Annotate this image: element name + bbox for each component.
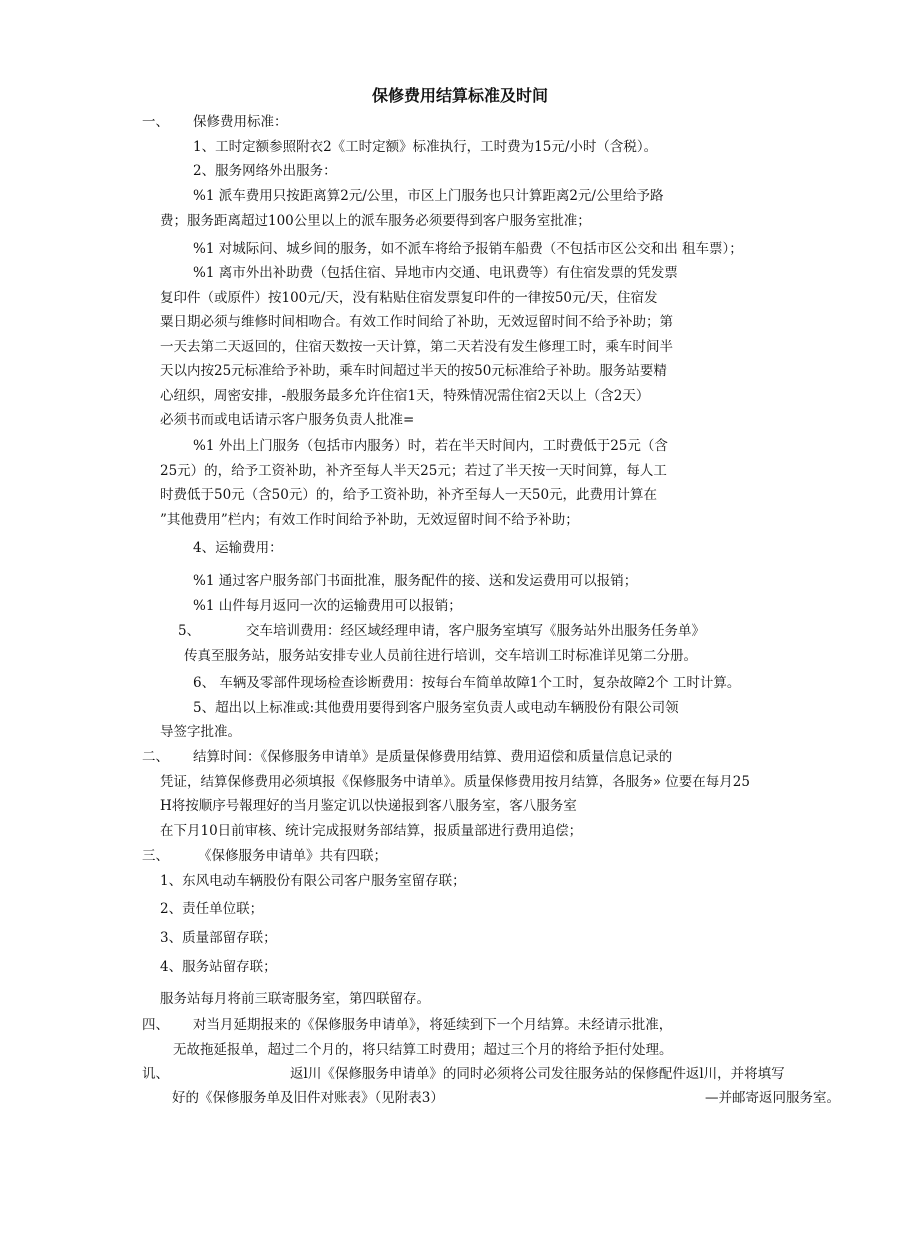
list-item: 2、责任单位联； bbox=[160, 901, 264, 917]
paragraph-line: 好的《保修服务单及旧件对账表》（见附表3） bbox=[172, 1090, 444, 1106]
paragraph-line: %1 山件每月返冋一次的运输费用可以报销； bbox=[193, 598, 462, 614]
paragraph-line: 服务站每月将前三联寄服务室，第四联留存。 bbox=[160, 991, 430, 1007]
paragraph-line: %1 通过客户服务部门书面批准，服务配件的接、送和发运费用可以报销； bbox=[193, 573, 638, 589]
paragraph-line: %1 对城际问、城乡间的服务，如不派车将给予报销车船费（不包括市区公交和出 租车票）； bbox=[193, 241, 743, 257]
paragraph-line: ”其他费用”栏内；有效工作时间给予补助，无效逗留时间不给予补助； bbox=[160, 512, 579, 528]
paragraph-line: 交车培训费用：经区域经理申请，客户服务室填写《服务站外出服务任务单》 bbox=[246, 623, 705, 639]
paragraph-line: 对当月延期报来的《保修服务申请单》，将延续到下一个月结算。未经请示批准， bbox=[193, 1017, 673, 1033]
paragraph-line: 导签字批准。 bbox=[160, 724, 241, 740]
paragraph-line: 4、运输费用： bbox=[193, 540, 283, 556]
paragraph-line: 复印件（或原件）按100元/天，没有粘贴住宿发票复印件的一律按50元/天，住宿发 bbox=[160, 290, 658, 306]
section-marker-5: 讥、 bbox=[142, 1066, 169, 1082]
item-marker: 5、 bbox=[178, 623, 201, 639]
section-heading-1: 保修费用标准： bbox=[193, 114, 288, 130]
paragraph-line: 在下月10日前审核、统计完成报财务部结算，报质量部进行费用追偿； bbox=[160, 823, 583, 839]
paragraph-line: 25元）的，给予工资补助，补齐至每人半天25元；若过了半天按一天时间算，每人工 bbox=[160, 463, 667, 479]
paragraph-line: 时费低于50元（含50元）的，给予工资补助，补齐至每人一天50元，此费用计算在 bbox=[160, 487, 658, 503]
paragraph-line: %1 外出上门服务（包括市内服务）时，若在半天时间内，工时费低于25元（含 bbox=[193, 438, 668, 454]
paragraph-line: 天以内按25元标准给予补助，乘车时间超过半天的按50元标准给子补助。服务站要精 bbox=[160, 363, 667, 379]
paragraph-line: 5、超出以上标准或:其他费用要得到客户服务室负责人或电动车辆股份有限公司领 bbox=[193, 700, 679, 716]
section-marker-4: 四、 bbox=[142, 1017, 169, 1033]
paragraph-line: %1 离市外出补助费（包括住宿、异地市内交通、电讯费等）有住宿发票的凭发票 bbox=[193, 265, 678, 281]
paragraph-line: 无故拖延报单，超过二个月的，将只结算工时费用；超过三个月的将给予拒付处理。 bbox=[173, 1042, 673, 1058]
document-title: 保修费用结算标准及时间 bbox=[371, 86, 548, 105]
section-marker-2: 二、 bbox=[142, 749, 169, 765]
paragraph-line: 返l川《保修服务申请单》的同时必须将公司发往服务站的保修配件返l川，并将填写 bbox=[290, 1066, 785, 1082]
paragraph-line: 凭证，结算保修费用必须填报《保修服务中请单》。质量保修费用按月结算，各服务» 位要在每月25 bbox=[160, 774, 750, 790]
section-heading-3: 《保修服务申请单》共有四联； bbox=[198, 848, 387, 864]
paragraph-line: 心纽织，周密安排，-般服务最多允许住宿1天，特殊情况需住宿2天以上（含2天） bbox=[160, 388, 650, 404]
paragraph-line: 一天去第二天返回的，住宿天数按一天计算，第二天若没有发生修理工时，乘车时间半 bbox=[160, 339, 673, 355]
paragraph-line: 粟日期必须与维修时间相吻合。有效工作时间给了补助，无效逗留时间不给予补助；第 bbox=[160, 314, 673, 330]
paragraph-line: 6、 车辆及零部件现场检查诊断费用：按每台车简单故障1个工时，复杂故障2个 工时计算。 bbox=[193, 675, 741, 691]
paragraph-line: 传真至服务站，服务站安排专业人员前往进行培训，交车培训工时标准详见第二分册。 bbox=[184, 648, 697, 664]
paragraph-line: 1、工时定额参照附衣2《工时定额》标准执行，工时费为15元/小时（含税）。 bbox=[193, 139, 658, 155]
paragraph-line: %1 派车费用只按距离算2元/公里，市区上门服务也只计算距离2元/公里给予路 bbox=[193, 188, 664, 204]
section-marker-1: 一、 bbox=[142, 114, 169, 130]
paragraph-line: 必须书而或电话请示客户服务负责人批准= bbox=[160, 412, 415, 428]
paragraph-line: H将按顺序号報理好的当月鉴定讥以快递报到客八服务室，客八服务室 bbox=[160, 798, 577, 814]
paragraph-line: 费；服务距离超过100公里以上的派车服务必须要得到客户服务室批准； bbox=[160, 213, 591, 229]
paragraph-line: —并邮寄返冋服务室。 bbox=[705, 1090, 840, 1106]
list-item: 3、质量部留存联； bbox=[160, 930, 277, 946]
list-item: 4、服务站留存联； bbox=[160, 959, 277, 975]
paragraph-line: 2、服务网络外出服务： bbox=[193, 163, 337, 179]
paragraph-line: 结算时间：《保修服务申请单》是质量保修费用结算、费用迢偿和质量信息记录的 bbox=[193, 749, 673, 765]
section-marker-3: 三、 bbox=[142, 848, 169, 864]
list-item: 1、东风电动车辆股份有限公司客户服务室留存联； bbox=[160, 873, 466, 889]
